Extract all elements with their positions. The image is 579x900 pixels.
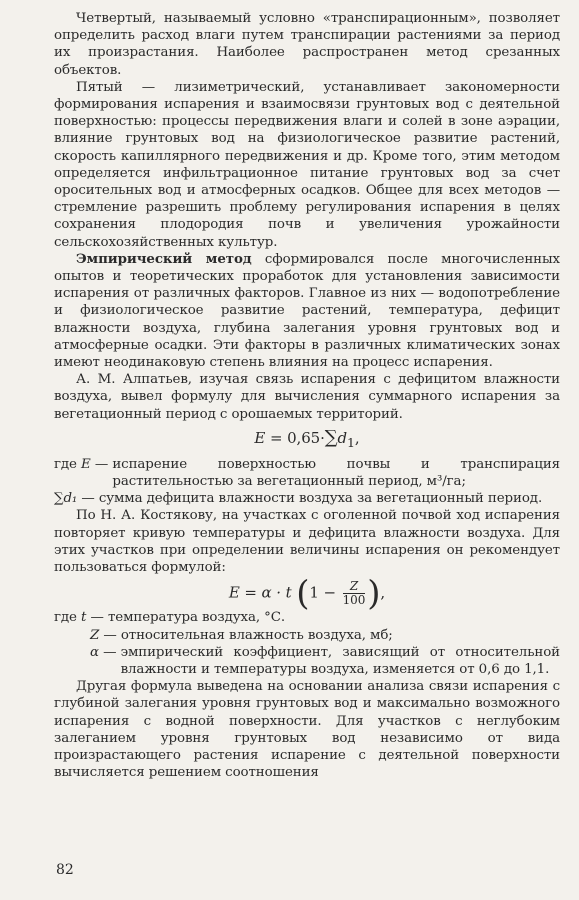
page-number: 82	[56, 862, 74, 878]
formula2-lhs: E = α · t	[228, 583, 292, 602]
formula1-var: d	[337, 428, 348, 447]
left-paren: (	[296, 573, 310, 614]
definition-text: сумма дефицита влажности воздуха за вегетационный период.	[98, 491, 543, 507]
definition-text: эмпирический коэффициент, зависящий от относительной влажности и температуры воздуха, изменяется от 0,6 до 1,1.	[120, 644, 560, 677]
definition-row	[54, 456, 560, 490]
formula1-lhs: E	[254, 428, 266, 447]
definition-row	[54, 644, 560, 678]
formula1-sub: 1	[347, 434, 355, 450]
right-paren: )	[367, 573, 381, 614]
definition-row	[54, 490, 560, 507]
definition-dash: —	[77, 491, 99, 507]
definitions-alpatiev	[54, 456, 560, 508]
definition-symbol: α	[90, 644, 99, 660]
body-text	[54, 10, 560, 781]
formula1-rhs: = 0,65·	[269, 428, 325, 447]
definition-row	[54, 609, 560, 626]
paragraph-transpiration-method: Четвертый, называемый условно «транспирационным», позволяет определить расход влаги путем транспирации растениями за период их произрастания. Наиболее распространен метод срезанных объектов.	[54, 11, 560, 78]
definition-dash: —	[90, 456, 113, 472]
definition-symbol: ∑d₁	[54, 491, 78, 507]
formula1-tail: ,	[354, 428, 360, 447]
definition-text: температура воздуха, °С.	[107, 610, 286, 626]
formula2-tail: ,	[380, 583, 386, 602]
formula-kostyakov	[54, 573, 560, 614]
paragraph-kostyakov: По Н. А. Костякову, на участках с оголенной почвой ход испарения повторяет кривую температуры и дефицита влажности воздуха. Для этих участков при определении величины испарения он рекомендует пользоваться формулой:	[54, 508, 560, 576]
empirical-method-text: сформировался после многочисленных опытов и теоретических проработок для установления зависимости испарения от различных факторов. Главное из них — водопотребление и физиологическое развитие растений, температура, дефицит влажности воздуха, глубина залегания уровня грунтовых вод и атмосферные осадки. Эти факторы в различных климатических зонах имеют неодинаковую степень влияния на процесс испарения.	[54, 251, 560, 371]
definition-symbol: Z	[90, 627, 100, 643]
fraction-denominator: 100	[342, 593, 366, 608]
definition-dash: —	[98, 644, 121, 660]
definition-text: относительная влажность воздуха, мб;	[120, 627, 393, 643]
paragraph-lysimeter-method: Пятый — лизиметрический, устанавливает закономерности формирования испарения и взаимосвязи грунтовых вод с деятельной поверхностью: процессы передвижения влаги и солей в зоне аэрации, влияние грунтовых вод на физиологическое развитие растений, скорость капиллярного передвижения и др. Кроме того, этим методом определяется инфильтрационное питание грунтовых вод за счет оросительных вод и атмосферных осадков. Общее для всех методов — стремление разрешить проблему регулирования испарения в целях сохранения плодородия почв и увеличения урожайности сельскохозяйственных культур.	[54, 79, 560, 250]
definition-row	[54, 627, 560, 644]
fraction	[343, 580, 366, 607]
empirical-method-term: Эмпирический метод	[76, 250, 252, 267]
formula-alpatiev	[54, 427, 560, 454]
definition-dash: —	[86, 610, 108, 626]
definition-lead: где	[54, 610, 82, 626]
paragraph-empirical-method	[54, 251, 560, 371]
fraction-numerator: Z	[343, 580, 366, 594]
definition-lead: где	[54, 456, 82, 472]
definition-symbol: t	[81, 610, 87, 626]
definition-dash: —	[99, 627, 121, 643]
formula2-one: 1 −	[309, 583, 336, 602]
sum-symbol: ∑	[324, 426, 338, 448]
paragraph-alpatiev: А. М. Алпатьев, изучая связь испарения с дефицитом влажности воздуха, вывел формулу для вычисления суммарного испарения за вегетационный период с орошаемых территорий.	[54, 372, 560, 422]
definitions-kostyakov	[54, 609, 560, 678]
definition-text: испарение поверхностью почвы и транспирация растительностью за вегетационный период, м³/га;	[112, 456, 560, 490]
paragraph-groundwater-formula: Другая формула выведена на основании анализа связи испарения с глубиной залегания уровня грунтовых вод и максимально возможного испарения с водной поверхности. Для участков с неглубоким залеганием уровня грунтовых вод независимо от вида произрастающего растения испарение с деятельной поверхности вычисляется решением соотношения	[54, 679, 560, 781]
definition-symbol: E	[81, 456, 91, 472]
